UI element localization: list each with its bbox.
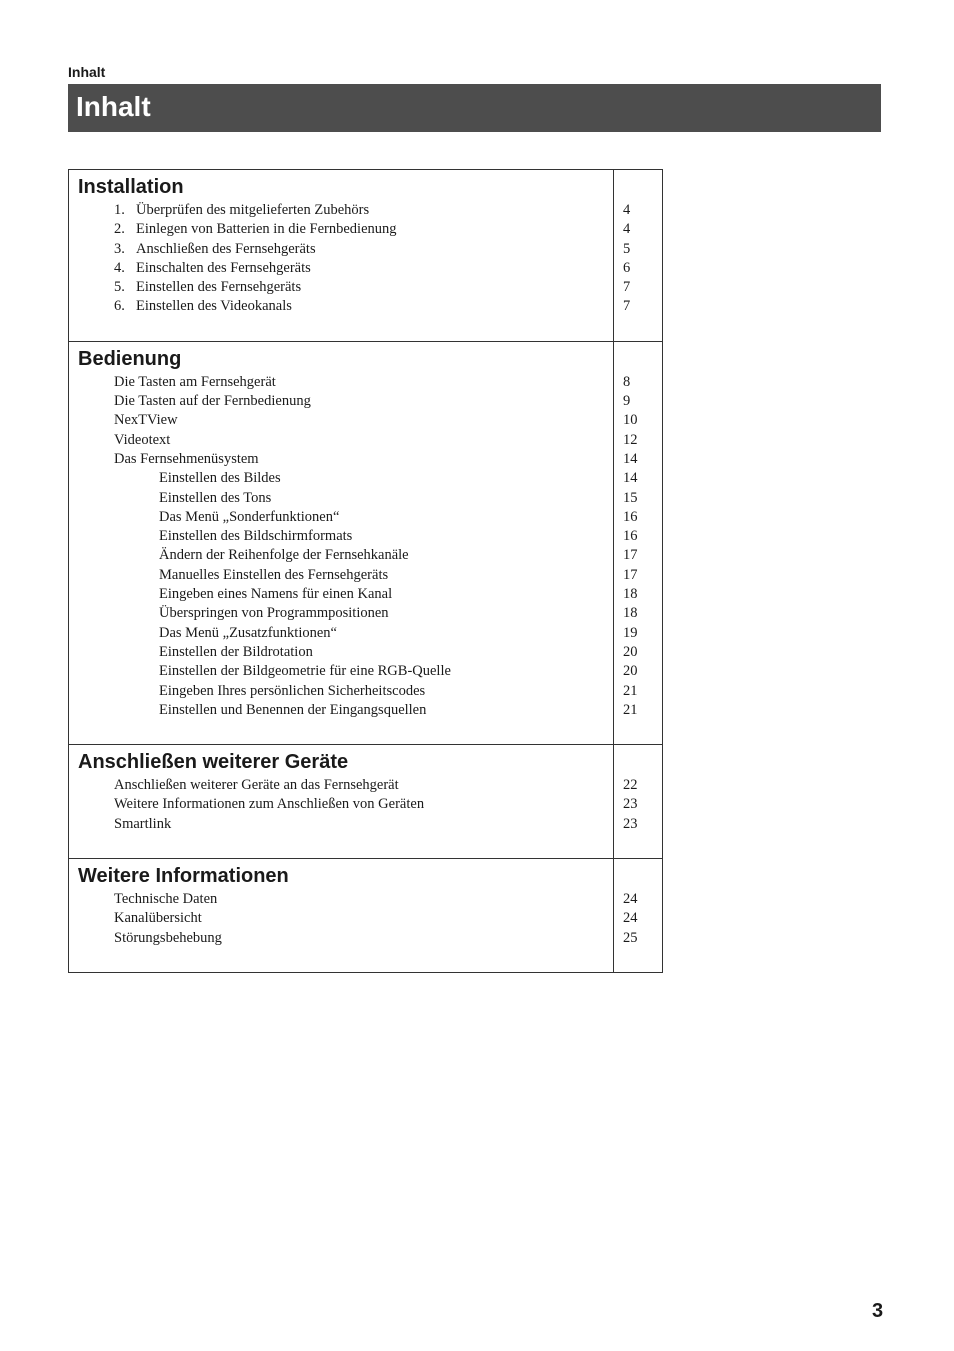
toc-entry-number: 6. bbox=[114, 298, 125, 315]
page-number: 3 bbox=[872, 1300, 884, 1322]
toc-entry-label: Anschließen weiterer Geräte an das Fernsehgerät bbox=[114, 777, 399, 794]
toc-entry-list bbox=[69, 890, 613, 972]
toc-entry-label: Kanalübersicht bbox=[114, 910, 202, 927]
toc-section-title: Anschließen weiterer Geräte bbox=[78, 751, 349, 774]
title-bar bbox=[68, 84, 881, 132]
toc-entry-page: 20 bbox=[623, 663, 638, 680]
toc-entry-page: 17 bbox=[623, 566, 638, 583]
toc-entry-page: 24 bbox=[623, 910, 638, 927]
toc-section-cell bbox=[69, 341, 614, 744]
toc-entry bbox=[69, 431, 613, 450]
toc-entry-page: 18 bbox=[623, 586, 638, 603]
toc-entry bbox=[69, 662, 613, 681]
toc-page-cell bbox=[614, 341, 663, 744]
toc-section-row bbox=[69, 341, 663, 744]
toc-entry bbox=[69, 890, 613, 909]
toc-entry-label: Das Menü „Sonderfunktionen“ bbox=[159, 508, 340, 525]
toc-entry bbox=[69, 297, 613, 316]
toc-entry-page: 9 bbox=[623, 393, 631, 410]
toc-section-row bbox=[69, 170, 663, 342]
toc-entry-page: 23 bbox=[623, 796, 638, 813]
toc-entry-page: 14 bbox=[623, 450, 638, 467]
toc-page-cell bbox=[614, 745, 663, 859]
toc-entry-page: 14 bbox=[623, 470, 638, 487]
toc-entry-page: 6 bbox=[623, 259, 631, 276]
toc-entry-label: Einlegen von Batterien in die Fernbedienung bbox=[136, 221, 397, 238]
toc-entry bbox=[69, 585, 613, 604]
toc-entry bbox=[69, 795, 613, 814]
toc-entry bbox=[69, 489, 613, 508]
toc-entry-page: 24 bbox=[623, 891, 638, 908]
toc-entry-label: Einstellen des Bildes bbox=[159, 470, 281, 487]
toc-entry bbox=[69, 411, 613, 430]
toc-section-title: Weitere Informationen bbox=[78, 865, 289, 888]
toc-entry bbox=[69, 701, 613, 720]
toc-entry bbox=[69, 469, 613, 488]
toc-section-row bbox=[69, 745, 663, 859]
toc-entry-label: Einstellen der Bildgeometrie für eine RGB-Quelle bbox=[159, 663, 451, 680]
toc-page-list bbox=[614, 342, 662, 744]
toc-entry-label: Einschalten des Fernsehgeräts bbox=[136, 259, 311, 276]
toc-entry-list bbox=[69, 776, 613, 858]
toc-entry-label: Das Fernsehmenüsystem bbox=[114, 450, 259, 467]
toc-body bbox=[69, 170, 663, 973]
toc-section-cell bbox=[69, 859, 614, 973]
toc-entry bbox=[69, 508, 613, 527]
toc-entry-page: 16 bbox=[623, 528, 638, 545]
toc-entry-number: 4. bbox=[114, 259, 125, 276]
running-head: Inhalt bbox=[68, 64, 106, 80]
toc-entry-page: 23 bbox=[623, 815, 638, 832]
toc-entry bbox=[69, 624, 613, 643]
toc-page-list bbox=[614, 859, 662, 972]
toc-entry bbox=[69, 527, 613, 546]
toc-entry bbox=[69, 776, 613, 795]
toc-entry-page: 18 bbox=[623, 605, 638, 622]
toc-entry-label: Ändern der Reihenfolge der Fernsehkanäle bbox=[159, 547, 409, 564]
toc-entry-label: Überprüfen des mitgelieferten Zubehörs bbox=[136, 202, 370, 218]
toc-entry-page: 22 bbox=[623, 777, 638, 794]
toc-entry-number: 3. bbox=[114, 240, 125, 257]
toc-entry-label: Überspringen von Programmpositionen bbox=[159, 605, 389, 622]
toc-entry-label: Einstellen des Tons bbox=[159, 489, 272, 506]
toc-entry-page: 25 bbox=[623, 929, 638, 946]
toc-section-title: Installation bbox=[78, 176, 184, 198]
toc-entry-page: 20 bbox=[623, 643, 638, 660]
table-of-contents bbox=[68, 169, 663, 973]
toc-entry-number: 1. bbox=[114, 202, 125, 218]
toc-entry bbox=[69, 909, 613, 928]
toc-section-title: Bedienung bbox=[78, 347, 182, 370]
toc-entry-label: Einstellen und Benennen der Eingangsquellen bbox=[159, 701, 427, 718]
toc-entry-label: Einstellen des Fernsehgeräts bbox=[136, 279, 302, 296]
toc-entry bbox=[69, 682, 613, 701]
toc-entry-label: Technische Daten bbox=[114, 891, 218, 908]
toc-entry-page: 7 bbox=[623, 298, 631, 315]
toc-entry-label: Eingeben Ihres persönlichen Sicherheitscodes bbox=[159, 682, 426, 699]
toc-entry bbox=[69, 604, 613, 623]
toc-entry bbox=[69, 815, 613, 834]
toc-entry-label: Die Tasten am Fernsehgerät bbox=[114, 373, 276, 390]
toc-entry bbox=[69, 278, 613, 297]
toc-entry bbox=[69, 259, 613, 278]
toc-entry bbox=[69, 566, 613, 585]
toc-entry-label: Videotext bbox=[114, 431, 171, 448]
toc-entry-label: Das Menü „Zusatzfunktionen“ bbox=[159, 624, 337, 641]
toc-entry bbox=[69, 220, 613, 239]
toc-entry-page: 10 bbox=[623, 412, 638, 429]
toc-section-row bbox=[69, 859, 663, 973]
toc-entry-page: 4 bbox=[623, 202, 631, 218]
toc-entry bbox=[69, 929, 613, 948]
page-title: Inhalt bbox=[76, 91, 151, 122]
toc-entry bbox=[69, 643, 613, 662]
toc-entry-label: Einstellen der Bildrotation bbox=[159, 643, 313, 660]
toc-page-cell bbox=[614, 170, 663, 342]
toc-entry-label: Einstellen des Bildschirmformats bbox=[159, 528, 353, 545]
toc-entry-list bbox=[69, 373, 613, 744]
toc-entry bbox=[69, 392, 613, 411]
toc-entry bbox=[69, 546, 613, 565]
toc-entry bbox=[69, 201, 613, 220]
toc-entry-number: 5. bbox=[114, 279, 125, 296]
toc-entry-label: Weitere Informationen zum Anschließen von Geräten bbox=[114, 796, 425, 813]
toc-entry-page: 8 bbox=[623, 373, 631, 390]
toc-entry-page: 16 bbox=[623, 508, 638, 525]
toc-page-list bbox=[614, 745, 662, 858]
toc-entry-label: Eingeben eines Namens für einen Kanal bbox=[159, 586, 393, 603]
toc-entry-page: 5 bbox=[623, 240, 631, 257]
toc-entry-page: 17 bbox=[623, 547, 638, 564]
toc-entry-page: 21 bbox=[623, 682, 638, 699]
toc-page-cell bbox=[614, 859, 663, 973]
toc-entry-label: Smartlink bbox=[114, 815, 172, 832]
toc-entry-label: Störungsbehebung bbox=[114, 929, 222, 946]
toc-entry-page: 4 bbox=[623, 221, 631, 238]
toc-entry bbox=[69, 450, 613, 469]
toc-entry bbox=[69, 240, 613, 259]
toc-entry-label: NexTView bbox=[114, 412, 178, 429]
toc-section-cell bbox=[69, 170, 614, 342]
toc-entry-label: Manuelles Einstellen des Fernsehgeräts bbox=[159, 566, 389, 583]
toc-entry-label: Einstellen des Videokanals bbox=[136, 298, 292, 315]
toc-entry-page: 19 bbox=[623, 624, 638, 641]
toc-entry bbox=[69, 373, 613, 392]
toc-entry-page: 21 bbox=[623, 701, 638, 718]
toc-section-cell bbox=[69, 745, 614, 859]
toc-entry-label: Anschließen des Fernsehgeräts bbox=[136, 240, 316, 257]
toc-entry-label: Die Tasten auf der Fernbedienung bbox=[114, 393, 311, 410]
toc-page-list bbox=[614, 170, 662, 341]
toc-entry-number: 2. bbox=[114, 221, 125, 238]
toc-entry-page: 15 bbox=[623, 489, 638, 506]
toc-entry-list bbox=[69, 201, 613, 341]
toc-entry-page: 7 bbox=[623, 279, 631, 296]
toc-entry-page: 12 bbox=[623, 431, 638, 448]
